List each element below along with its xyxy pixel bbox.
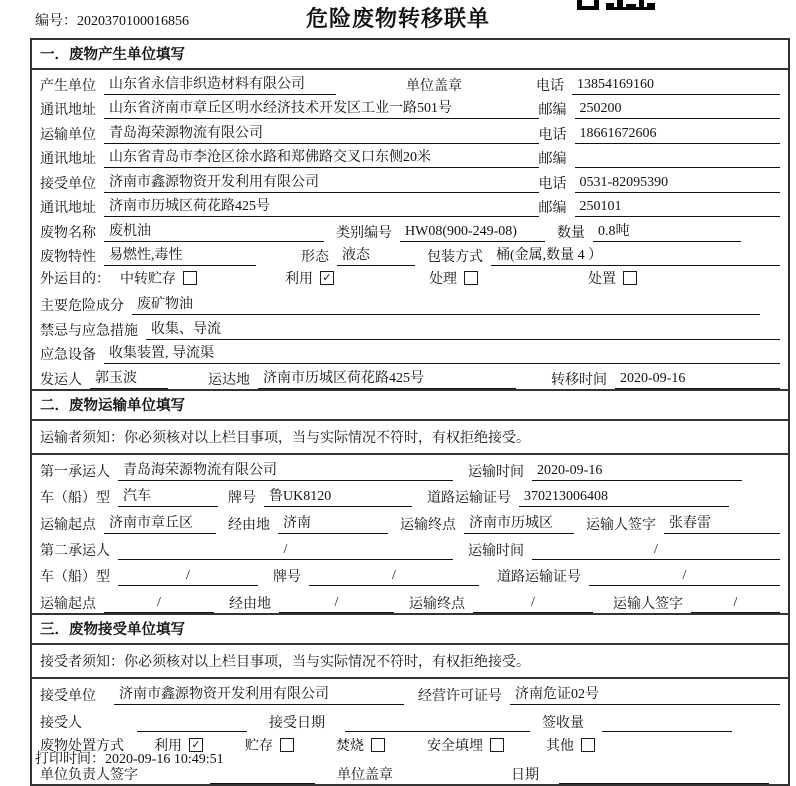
end2-label: 运输终点 — [409, 596, 465, 612]
address3-label: 通讯地址 — [40, 201, 96, 216]
via1-value: 济南 — [278, 512, 388, 534]
transporter-label: 运输单位 — [40, 127, 96, 143]
accepting-unit-label: 接受单位 — [40, 689, 96, 705]
postcode2-label: 邮编 — [538, 152, 567, 167]
purpose-option-transfer-storage — [120, 268, 197, 288]
transporter-value: 青岛海荣源物流有限公司 — [104, 122, 539, 144]
manager-sign-value — [210, 782, 315, 784]
disposal-incinerate-checkbox — [371, 738, 385, 752]
form-label: 形态 — [301, 250, 329, 265]
plate1-value: 鲁UK8120 — [264, 485, 412, 507]
phone3-value: 0531-82095390 — [575, 175, 780, 193]
second-vehicle-row — [32, 560, 788, 586]
accepting-person-label: 接受人 — [40, 715, 82, 731]
disposal-option-other — [546, 735, 595, 755]
disposal-option-incinerate — [336, 735, 385, 755]
end2-value: / — [473, 595, 593, 613]
emergency-measures-row — [32, 315, 788, 340]
manifest-form — [30, 38, 790, 786]
receiver-value: 济南市鑫源物资开发利用有限公司 — [104, 171, 539, 193]
document-number-value: 2020370100016856 — [77, 14, 189, 29]
address2-label: 通讯地址 — [40, 152, 96, 167]
section3-heading: 三．废物接受单位填写 — [32, 613, 788, 645]
accept-date-value — [345, 730, 530, 732]
second-route-row — [32, 586, 788, 612]
print-time — [35, 748, 224, 768]
emergency-equipment-row — [32, 340, 788, 365]
disposal-option-landfill-label: 安全填埋 — [427, 738, 483, 754]
purpose-option-treat-label: 处理 — [429, 272, 457, 288]
plate1-label: 牌号 — [228, 491, 256, 507]
producer-unit-row — [32, 70, 788, 95]
consignor-row — [32, 364, 788, 389]
transporter-unit-row — [32, 119, 788, 144]
disposal-store-checkbox — [280, 738, 294, 752]
carrier1-value: 青岛海荣源物流有限公司 — [118, 459, 453, 481]
manager-sign-label: 单位负责人签字 — [40, 768, 138, 784]
purpose-option-treat — [429, 268, 478, 288]
section3-body — [32, 679, 788, 785]
hazard-components-row — [32, 291, 788, 316]
time2-label: 运输时间 — [468, 544, 524, 560]
address3-value: 济南市历城区荷花路425号 — [104, 195, 539, 217]
receiver-unit-row — [32, 168, 788, 193]
roadcert1-label: 道路运输证号 — [427, 491, 511, 507]
unit-seal-label: 单位盖章 — [406, 78, 462, 94]
waste-name-label: 废物名称 — [40, 225, 96, 241]
property-value: 易燃性,毒性 — [104, 244, 256, 266]
print-time-label: 打印时间： — [35, 752, 105, 767]
waste-property-row — [32, 242, 788, 267]
accepting-unit-row — [32, 679, 788, 705]
disposal-option-store-label: 贮存 — [245, 738, 273, 754]
disposal-other-checkbox — [581, 738, 595, 752]
signed-amount-label: 签收量 — [542, 715, 584, 731]
phone2-value: 18661672606 — [575, 126, 780, 144]
dispose-checkbox — [623, 271, 637, 285]
transfer-purpose-row — [32, 266, 788, 291]
transfer-time-value: 2020-09-16 — [615, 371, 780, 389]
roadcert2-value: / — [589, 568, 780, 586]
form-value: 液态 — [337, 244, 415, 266]
disposal-option-utilize-label: 利用 — [154, 738, 182, 754]
section1-heading: 一．废物产生单位填写 — [32, 40, 788, 70]
plate2-value: / — [309, 568, 479, 586]
disposal-option-incinerate-label: 焚烧 — [336, 738, 364, 754]
purpose-option-dispose-label: 处置 — [588, 272, 616, 288]
address2-value: 山东省青岛市李沧区徐水路和郑佛路交叉口东侧20米 — [104, 146, 539, 168]
measures-value: 收集、导流 — [146, 318, 780, 340]
quantity-value: 0.8吨 — [593, 220, 741, 242]
via2-value: / — [279, 595, 394, 613]
category-label: 类别编号 — [336, 225, 392, 241]
transfer-storage-checkbox — [183, 271, 197, 285]
postcode1-value: 250200 — [575, 101, 780, 119]
producer-unit-label: 产生单位 — [40, 78, 96, 94]
vehicle2-label: 车（船）型 — [40, 570, 110, 586]
carrier1-label: 第一承运人 — [40, 464, 110, 480]
receiver-address-row — [32, 193, 788, 218]
plate2-label: 牌号 — [273, 570, 301, 586]
phone1-label: 电话 — [536, 78, 564, 94]
measures-label: 禁忌与应急措施 — [40, 323, 138, 339]
transporter-notice: 运输者须知：你必须核对以上栏目事项，当与实际情况不符时，有权拒绝接受。 — [32, 421, 788, 455]
vehicle1-label: 车（船）型 — [40, 491, 110, 507]
license-value: 济南危证02号 — [510, 683, 780, 705]
vehicle1-value: 汽车 — [118, 485, 218, 507]
time1-value: 2020-09-16 — [532, 463, 742, 481]
address1-value: 山东省济南市章丘区明水经济技术开发区工业一路501号 — [104, 97, 539, 119]
producer-unit-value: 山东省永信非织造材料有限公司 — [104, 73, 336, 95]
consignor-label: 发运人 — [40, 372, 82, 388]
hazard-value: 废矿物油 — [132, 293, 760, 315]
equipment-value: 收集装置, 导流渠 — [104, 342, 780, 364]
unit-seal2-label: 单位盖章 — [337, 768, 393, 784]
signed-amount-value — [602, 730, 732, 732]
license-label: 经营许可证号 — [418, 689, 502, 705]
destination-label: 运达地 — [208, 372, 250, 388]
first-route-row — [32, 507, 788, 533]
section1-body — [32, 70, 788, 389]
producer-address-row — [32, 95, 788, 120]
disposal-utilize-checkbox: ✓ — [189, 738, 203, 752]
time1-label: 运输时间 — [468, 464, 524, 480]
sign2-label: 运输人签字 — [613, 596, 683, 612]
via2-label: 经由地 — [229, 596, 271, 612]
postcode3-value: 250101 — [575, 199, 780, 217]
disposal-option-store — [245, 735, 294, 755]
address1-label: 通讯地址 — [40, 103, 96, 118]
phone3-label: 电话 — [538, 176, 567, 192]
origin2-value: / — [104, 595, 214, 613]
equipment-label: 应急设备 — [40, 348, 96, 363]
section2-body — [32, 455, 788, 613]
disposal-label: 废物处置方式 — [40, 738, 124, 754]
end1-value: 济南市历城区 — [464, 512, 574, 534]
date2-label: 日期 — [511, 768, 539, 784]
utilize-checkbox: ✓ — [320, 271, 334, 285]
waste-name-value: 废机油 — [104, 220, 324, 242]
origin1-value: 济南市章丘区 — [104, 512, 216, 534]
carrier2-value: / — [118, 542, 453, 560]
end1-label: 运输终点 — [400, 517, 456, 533]
first-vehicle-row — [32, 481, 788, 507]
postcode1-label: 邮编 — [538, 103, 567, 118]
time2-value: / — [532, 542, 780, 560]
transfer-time-label: 转移时间 — [551, 372, 607, 388]
receiver-notice: 接受者须知：你必须核对以上栏目事项，当与实际情况不符时，有权拒绝接受。 — [32, 645, 788, 679]
vehicle2-value: / — [118, 568, 258, 586]
waste-name-row — [32, 217, 788, 242]
purpose-label: 外运目的： — [40, 272, 110, 288]
disposal-option-landfill — [427, 735, 504, 755]
postcode2-value — [575, 166, 780, 168]
purpose-option-utilize — [285, 268, 334, 288]
origin2-label: 运输起点 — [40, 596, 96, 612]
origin1-label: 运输起点 — [40, 517, 96, 533]
roadcert1-value: 370213006408 — [519, 489, 729, 507]
accepting-unit-value: 济南市鑫源物资开发利用有限公司 — [114, 683, 404, 705]
second-carrier-row — [32, 534, 788, 560]
accepting-person-row — [32, 705, 788, 731]
treat-checkbox — [464, 271, 478, 285]
document-header — [0, 0, 796, 36]
disposal-option-other-label: 其他 — [546, 738, 574, 754]
sign2-value: / — [691, 595, 780, 613]
purpose-option-utilize-label: 利用 — [285, 272, 313, 288]
postcode3-label: 邮编 — [538, 201, 567, 216]
roadcert2-label: 道路运输证号 — [497, 570, 581, 586]
quantity-label: 数量 — [557, 225, 585, 241]
qr-code-fragment-icon — [577, 0, 655, 10]
disposal-landfill-checkbox — [490, 738, 504, 752]
page-title: 危险废物转移联单 — [305, 6, 490, 31]
sign1-value: 张春雷 — [664, 512, 780, 534]
phone1-value: 13854169160 — [572, 77, 780, 95]
packing-value: 桶(金属,数量 4 ） — [491, 244, 780, 266]
destination-value: 济南市历城区荷花路425号 — [258, 367, 516, 389]
receiver-label: 接受单位 — [40, 176, 96, 192]
consignor-value: 郭玉波 — [90, 367, 168, 389]
first-carrier-row — [32, 455, 788, 481]
section2-heading: 二．废物运输单位填写 — [32, 389, 788, 421]
accepting-person-value — [137, 730, 247, 732]
accept-date-label: 接受日期 — [269, 715, 325, 731]
packing-label: 包装方式 — [427, 250, 483, 265]
carrier2-label: 第二承运人 — [40, 544, 110, 560]
via1-label: 经由地 — [228, 517, 270, 533]
document-number-label: 编号： — [35, 14, 77, 29]
property-label: 废物特性 — [40, 250, 96, 265]
category-value: HW08(900-249-08) — [400, 224, 545, 242]
hazard-label: 主要危险成分 — [40, 299, 124, 314]
sign1-label: 运输人签字 — [586, 517, 656, 533]
date2-value — [559, 782, 769, 784]
purpose-option-transfer-storage-label: 中转贮存 — [120, 272, 176, 288]
phone2-label: 电话 — [538, 127, 567, 143]
purpose-option-dispose — [588, 268, 637, 288]
print-time-value: 2020-09-16 10:49:51 — [105, 752, 224, 767]
transporter-address-row — [32, 144, 788, 169]
